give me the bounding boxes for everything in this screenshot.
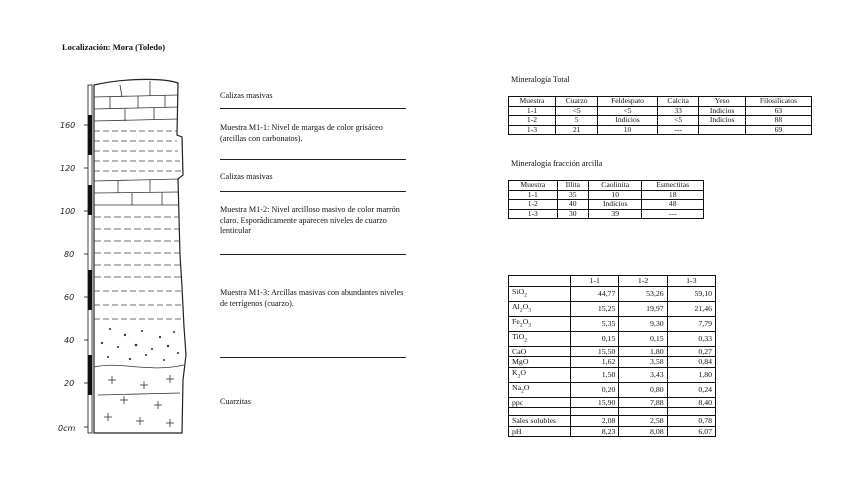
table-cell: 69 [745, 125, 811, 135]
location-title: Localización: Mora (Toledo) [62, 42, 166, 52]
table-cell: 39 [589, 209, 642, 219]
table-cell: 1-1 [509, 106, 556, 116]
table-header-cell: Caolinita [589, 181, 642, 191]
table-cell: <5 [598, 106, 658, 116]
table-row [509, 426, 716, 437]
scale-label: 100 [60, 207, 76, 216]
divider [220, 108, 406, 109]
table-cell: 40 [557, 200, 588, 210]
table-row-label: $Al_2O_3$ [509, 301, 571, 316]
table-header-cell: Esmectitas [642, 181, 704, 191]
table-header-cell [509, 276, 571, 287]
desc-calizas-mid: Calizas masivas [220, 172, 273, 181]
table-header-cell: 1-3 [667, 276, 715, 287]
mineralogia-total-table [508, 96, 812, 135]
table-row-label: $Na_2O$ [509, 382, 571, 397]
table-cell: 1,80 [667, 367, 715, 382]
table-row-label: MgO [509, 357, 571, 368]
table-cell: 48 [642, 200, 704, 210]
table-row [509, 301, 716, 316]
table-cell: 18 [642, 190, 704, 200]
table-cell: Indicios [699, 106, 745, 116]
table-header-row [509, 97, 812, 107]
table-cell: 1,62 [571, 357, 619, 368]
table-cell: --- [642, 209, 704, 219]
chemical-analysis-table [508, 275, 716, 437]
table-cell: 21 [555, 125, 597, 135]
table-row [509, 316, 716, 331]
table-cell: 6,07 [667, 426, 715, 437]
table-cell: 88 [745, 116, 811, 126]
table-cell: 8,23 [571, 426, 619, 437]
table-cell: 0,24 [667, 382, 715, 397]
scale-label: 120 [60, 164, 76, 173]
scale-label: 80 [64, 250, 75, 259]
table-row [509, 357, 716, 368]
table-cell: 0,15 [571, 331, 619, 346]
table-cell: 10 [589, 190, 642, 200]
table-row [509, 416, 716, 427]
table-cell: 2,08 [571, 416, 619, 427]
mineralogia-arcilla-title: Mineralogía fracción arcilla [511, 159, 603, 168]
table-cell: 0,84 [667, 357, 715, 368]
table-row [509, 382, 716, 397]
table-row-label: Sales solubles [509, 416, 571, 427]
table-cell: 33 [657, 106, 699, 116]
table-cell: 1,80 [619, 346, 667, 357]
table-header-cell: Yeso [699, 97, 745, 107]
table-cell: 10 [598, 125, 658, 135]
table-cell: 1-2 [509, 116, 556, 126]
mineralogia-arcilla-table [508, 180, 704, 219]
table-header-cell: Cuarzo [555, 97, 597, 107]
desc-m1-2: Muestra M1-2: Nivel arcilloso masivo de color marrón claro. Esporádicamente aparecen niveles de cuarzo lenticular [220, 205, 400, 235]
table-cell: 21,46 [667, 301, 715, 316]
table-cell: 0,20 [571, 382, 619, 397]
table-cell: 1,50 [571, 367, 619, 382]
table-row-label: ppc [509, 397, 571, 408]
table-header-cell: Filosilicatos [745, 97, 811, 107]
table-row [509, 367, 716, 382]
table-cell: 1-2 [509, 200, 558, 210]
table-cell: 59,10 [667, 286, 715, 301]
table-cell: Indicios [589, 200, 642, 210]
desc-m1-3: Muestra M1-3: Arcillas masivas con abundantes niveles de terrígenos (cuarzo). [220, 288, 404, 308]
stratigraphic-column [50, 55, 220, 440]
scale-label: 40 [64, 336, 75, 345]
desc-m1-1: Muestra M1-1: Nivel de margas de color grisáceo (arcillas con carbonatos). [220, 123, 383, 143]
table-cell: Indicios [598, 116, 658, 126]
table-cell: 0,33 [667, 331, 715, 346]
desc-calizas-top: Calizas masivas [220, 91, 273, 100]
table-header-row [509, 181, 704, 191]
table-cell: 0,15 [619, 331, 667, 346]
table-cell: 7,79 [667, 316, 715, 331]
table-cell: 1-1 [509, 190, 558, 200]
table-header-row [509, 276, 716, 287]
table-row [509, 116, 812, 126]
desc-cuarzitas: Cuarzitas [220, 397, 251, 406]
table-header-cell: Calcita [657, 97, 699, 107]
table-cell: 30 [557, 209, 588, 219]
table-header-cell: 1-1 [571, 276, 619, 287]
table-cell: 63 [745, 106, 811, 116]
table-row [509, 397, 716, 408]
scale-label: 20 [64, 379, 75, 388]
table-cell: 1-3 [509, 209, 558, 219]
mineralogia-total-title: Mineralogía Total [511, 75, 570, 84]
table-cell: 5,35 [571, 316, 619, 331]
table-row [509, 346, 716, 357]
divider [220, 254, 406, 255]
table-header-cell: Muestra [509, 181, 558, 191]
scale-label: 60 [64, 293, 75, 302]
table-cell: 3,58 [619, 357, 667, 368]
divider [220, 191, 406, 192]
table-row [509, 286, 716, 301]
table-row [509, 106, 812, 116]
table-header-cell: Feldespato [598, 97, 658, 107]
table-cell: 8,40 [667, 397, 715, 408]
table-cell: Indicios [699, 116, 745, 126]
table-cell: 7,88 [619, 397, 667, 408]
table-spacer-row [509, 408, 716, 416]
table-row-label: $K_2O$ [509, 367, 571, 382]
table-cell: 0,78 [667, 416, 715, 427]
table-cell: 44,77 [571, 286, 619, 301]
scale-label: 160 [60, 121, 76, 130]
table-row [509, 331, 716, 346]
table-cell: 2,58 [619, 416, 667, 427]
table-cell: <5 [555, 106, 597, 116]
table-cell: 19,97 [619, 301, 667, 316]
table-cell: 3,43 [619, 367, 667, 382]
table-header-cell: Illita [557, 181, 588, 191]
table-cell: 15,50 [571, 346, 619, 357]
table-cell: 15,25 [571, 301, 619, 316]
table-row [509, 200, 704, 210]
table-cell: <5 [657, 116, 699, 126]
table-cell: 5 [555, 116, 597, 126]
table-row-label: CaO [509, 346, 571, 357]
table-cell: 35 [557, 190, 588, 200]
table-row-label: pH [509, 426, 571, 437]
table-row-label: SiO$_2$ [509, 286, 571, 301]
table-row-label: TiO$_2$ [509, 331, 571, 346]
table-row [509, 209, 704, 219]
scale-label: 0cm [58, 424, 76, 433]
table-cell: --- [657, 125, 699, 135]
table-header-cell: Muestra [509, 97, 556, 107]
table-cell: 0,27 [667, 346, 715, 357]
table-cell: 9,30 [619, 316, 667, 331]
table-row [509, 125, 812, 135]
table-cell: 0,80 [619, 382, 667, 397]
table-cell: 1-3 [509, 125, 556, 135]
table-cell: 8,08 [619, 426, 667, 437]
table-cell: 53,26 [619, 286, 667, 301]
divider [220, 159, 406, 160]
table-row-label: $Fe_2O_3$ [509, 316, 571, 331]
table-cell [699, 125, 745, 135]
divider [220, 357, 406, 358]
table-header-cell: 1-2 [619, 276, 667, 287]
table-cell: 15,90 [571, 397, 619, 408]
